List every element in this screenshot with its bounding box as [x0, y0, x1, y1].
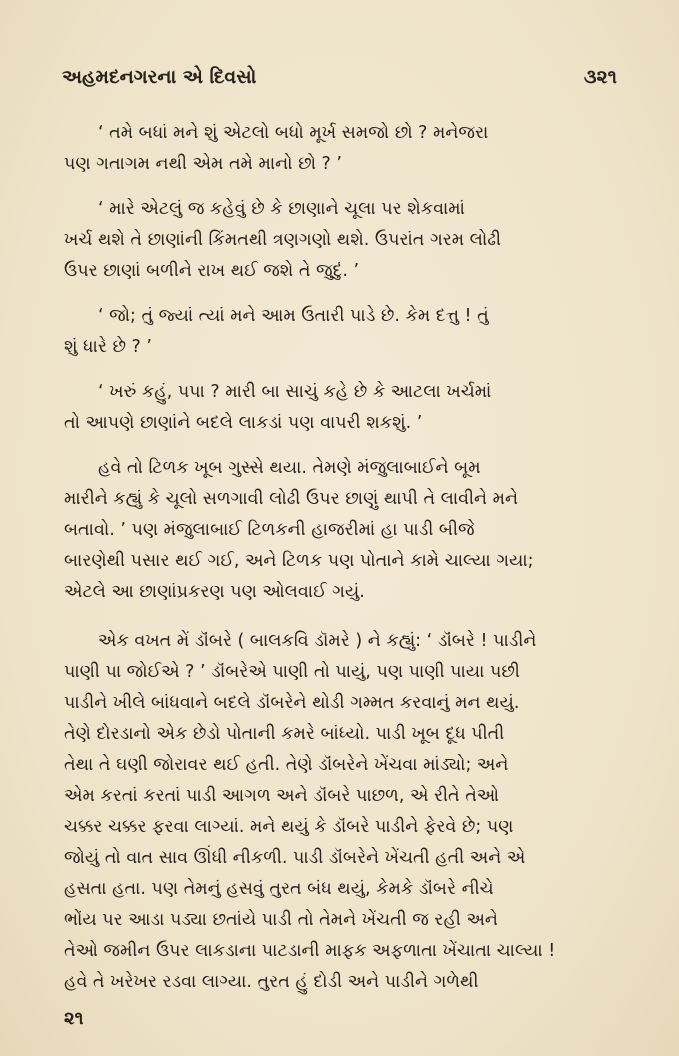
text-line: મારીને કહ્યું કે ચૂલો સળગાવી લોઢી ઉપર છાણું થાપી તે લાવીને મને: [64, 489, 519, 509]
paragraph: [64, 194, 616, 287]
paragraph: [64, 377, 616, 439]
text-line: પાણી પા જોઈએ ? ’ ડૉંબરેએ પાણી તો પાયું, પણ પાણી પાયા પછી: [64, 662, 520, 682]
text-line: પાડીને ખીલે બાંધવાને બદલે ડૉંબરેને થોડી ગમ્મત કરવાનું મન થયું.: [64, 693, 520, 713]
text-line: હવે તો ટિળક ખૂબ ગુસ્સે થયા. તેમણે મંજુલાબાઈને બૂમ: [98, 458, 481, 478]
text-line: ચક્કર ચક્કર ફરવા લાગ્યાં. મને થયું કે ડૉંબરે પાડીને ફેરવે છે; પણ: [64, 817, 514, 837]
paragraph: [64, 453, 616, 608]
body-text: [64, 118, 616, 1012]
text-line: શું ધારે છે ? ’: [64, 337, 152, 357]
text-line: ખર્ચ થશે તે છાણાંની કિંમતથી ત્રણગણો થશે. ઉપરાંત ગરમ લોઢી: [64, 230, 501, 250]
text-line: એમ કરતાં કરતાં પાડી આગળ અને ડૉંબરે પાછળ, એ રીતે તેઓ: [64, 786, 500, 806]
running-title: અહમદનગરના એ દિવસો: [62, 66, 257, 88]
text-line: તેણે દોરડાનો એક છેડો પોતાની કમરે બાંધ્યો. પાડી ખૂબ દૂધ પીતી: [64, 724, 505, 744]
text-line: બતાવો. ’ પણ મંજુલાબાઈ ટિળકની હાજરીમાં હા પાડી બીજે: [64, 520, 475, 540]
paragraph: [64, 118, 616, 180]
text-line: હવે તે ખરેખર રડવા લાગ્યા. તુરત હું દોડી અને પાડીને ગળેથી: [64, 972, 479, 992]
text-line: ‘ તમે બધાં મને શું એટલો બધો મૂર્ખ સમજો છો ? મનેજરા: [98, 123, 489, 143]
page-header: [62, 66, 617, 96]
text-line: એક વખત મેં ડૉંબરે ( બાલકવિ ડૉમરે ) ને કહ્યું: ‘ ડૉંબરે ! પાડીને: [98, 631, 537, 651]
text-line: પણ ગતાગમ નથી એમ તમે માનો છો ? ’: [64, 154, 342, 174]
paragraph: [64, 301, 616, 363]
text-line: તેઓ જમીન ઉપર લાકડાના પાટડાની માફક અફળાતા ખેંચાતા ચાલ્યા !: [64, 941, 556, 961]
text-line: ‘ જો; તું જ્યાં ત્યાં મને આમ ઉતારી પાડે છે. કેમ દત્તુ ! તું: [98, 306, 489, 326]
text-line: ભોંય પર આડા પડ્યા છતાંયે પાડી તો તેમને ખેંચતી જ રહી અને: [64, 910, 498, 930]
text-line: ‘ ખરું કહું, પપા ? મારી બા સાચું કહે છે કે આટલા ખર્ચમાં: [98, 382, 492, 402]
paragraph: [64, 626, 616, 998]
text-line: ‘ મારે એટલું જ કહેવું છે કે છાણાને ચૂલા પર શેકવામાં: [98, 199, 465, 219]
text-line: હસતા હતા. પણ તેમનું હસવું તુરત બંધ થયું, કેમકે ડૉંબરે નીચે: [64, 879, 494, 899]
text-line: બારણેથી પસાર થઈ ગઈ, અને ટિળક પણ પોતાને કામે ચાલ્યા ગયા;: [64, 551, 534, 571]
text-line: તેથા તે ઘણી જોરાવર થઈ હતી. તેણે ડૉંબરેને ખેંચવા માંડ્યો; અને: [64, 755, 509, 775]
text-line: ઉપર છાણાં બળીને રાખ થઈ જશે તે જુદું. ’: [64, 261, 360, 281]
text-line: તો આપણે છાણાંને બદલે લાકડાં પણ વાપરી શકશું. ’: [64, 413, 423, 433]
page-number: ૩૨૧: [583, 66, 617, 88]
text-line: એટલે આ છાણાંપ્રકરણ પણ ઓલવાઈ ગયું.: [64, 582, 365, 602]
signature-mark: ૨૧: [64, 1008, 84, 1029]
text-line: જોયું તો વાત સાવ ઊંધી નીકળી. પાડી ડૉંબરેને ખેંચતી હતી અને એ: [64, 848, 526, 868]
